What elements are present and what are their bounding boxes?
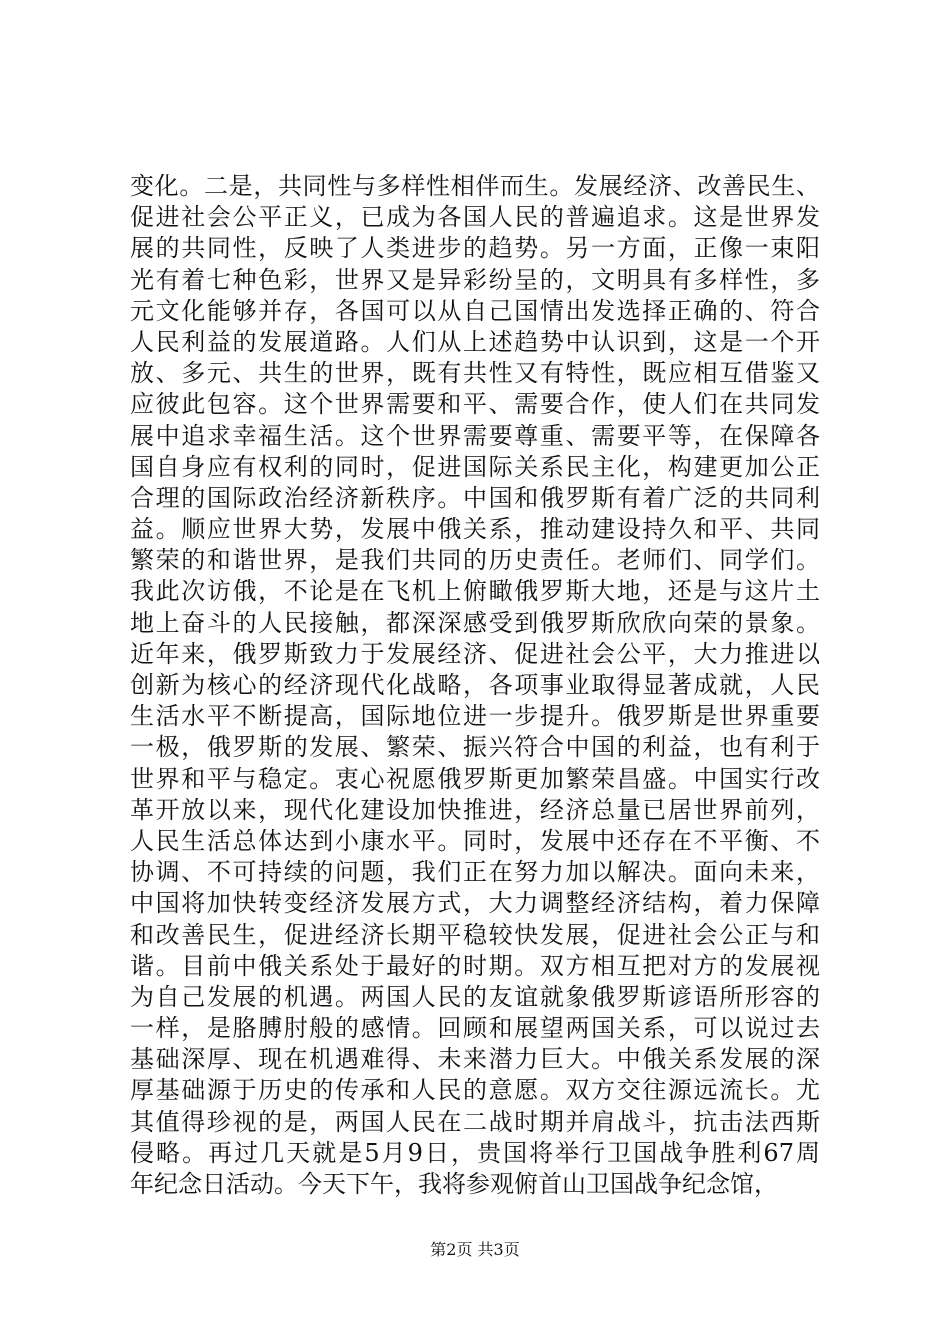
text-line: 协调、不可持续的问题，我们正在努力加以解决。面向未来， — [130, 858, 820, 887]
text-line: 中国将加快转变经济发展方式，大力调整经济结构，着力保障 — [130, 889, 820, 918]
text-line: 一样，是胳膊肘般的感情。回顾和展望两国关系，可以说过去 — [130, 1014, 820, 1043]
page-footer: 第2页 共3页 — [430, 1240, 520, 1259]
text-line: 和改善民生，促进经济长期平稳较快发展，促进社会公正与和 — [130, 920, 820, 949]
text-line: 一极，俄罗斯的发展、繁荣、振兴符合中国的利益，也有利于 — [130, 733, 820, 762]
text-line: 近年来，俄罗斯致力于发展经济、促进社会公平，大力推进以 — [130, 639, 820, 668]
text-line: 世界和平与稳定。衷心祝愿俄罗斯更加繁荣昌盛。中国实行改 — [130, 764, 820, 793]
text-line: 应彼此包容。这个世界需要和平、需要合作，使人们在共同发 — [130, 390, 820, 419]
text-line: 生活水平不断提高，国际地位进一步提升。俄罗斯是世界重要 — [130, 702, 820, 731]
text-line: 厚基础源于历史的传承和人民的意愿。双方交往源远流长。尤 — [130, 1076, 820, 1105]
text-line: 展的共同性，反映了人类进步的趋势。另一方面，正像一束阳 — [130, 234, 820, 263]
text-line: 人民利益的发展道路。人们从上述趋势中认识到，这是一个开 — [130, 327, 820, 356]
text-line: 我此次访俄，不论是在飞机上俯瞰俄罗斯大地，还是与这片土 — [130, 577, 820, 606]
text-line: 变化。二是，共同性与多样性相伴而生。发展经济、改善民生、 — [130, 172, 820, 200]
text-line: 创新为核心的经济现代化战略，各项事业取得显著成就，人民 — [130, 671, 820, 699]
body-text — [130, 171, 820, 1200]
text-line: 人民生活总体达到小康水平。同时，发展中还存在不平衡、不 — [130, 826, 820, 855]
text-line: 基础深厚、现在机遇难得、未来潜力巨大。中俄关系发展的深 — [130, 1045, 820, 1074]
text-line: 国自身应有权利的同时，促进国际关系民主化，构建更加公正 — [130, 452, 820, 481]
text-line: 其值得珍视的是，两国人民在二战时期并肩战斗，抗击法西斯 — [130, 1107, 820, 1136]
text-line: 地上奋斗的人民接触，都深深感受到俄罗斯欣欣向荣的景象。 — [130, 608, 820, 637]
text-line: 为自己发展的机遇。两国人民的友谊就象俄罗斯谚语所形容的 — [130, 982, 820, 1011]
text-line: 光有着七种色彩，世界又是异彩纷呈的，文明具有多样性，多 — [130, 265, 820, 294]
text-line: 繁荣的和谐世界，是我们共同的历史责任。老师们、同学们。 — [130, 546, 820, 575]
text-line: 展中追求幸福生活。这个世界需要尊重、需要平等，在保障各 — [130, 421, 820, 450]
text-line: 放、多元、共生的世界，既有共性又有特性，既应相互借鉴又 — [130, 359, 820, 388]
text-line: 革开放以来，现代化建设加快推进，经济总量已居世界前列， — [130, 795, 820, 824]
text-line: 谐。目前中俄关系处于最好的时期。双方相互把对方的发展视 — [130, 951, 820, 980]
text-line: 年纪念日活动。今天下午，我将参观俯首山卫国战争纪念馆， — [130, 1170, 778, 1198]
text-line: 促进社会公平正义，已成为各国人民的普遍追求。这是世界发 — [130, 203, 820, 232]
text-line: 侵略。再过几天就是5月9日，贵国将举行卫国战争胜利67周 — [130, 1138, 820, 1167]
text-line: 合理的国际政治经济新秩序。中国和俄罗斯有着广泛的共同利 — [130, 483, 820, 512]
text-line: 益。顺应世界大势，发展中俄关系，推动建设持久和平、共同 — [130, 515, 820, 544]
text-line: 元文化能够并存，各国可以从自己国情出发选择正确的、符合 — [130, 296, 820, 325]
